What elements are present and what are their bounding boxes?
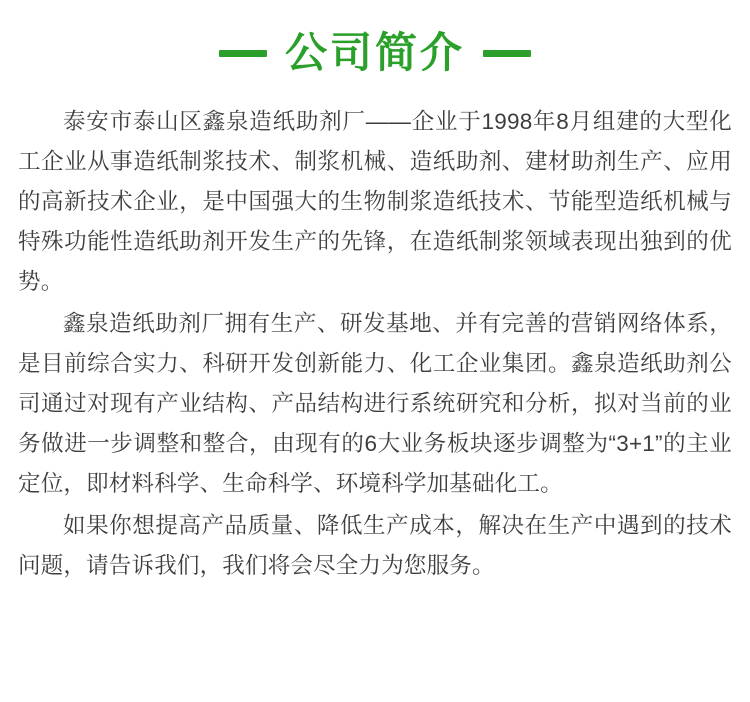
profile-body: [0, 86, 750, 586]
title-right-rule-icon: [483, 50, 531, 57]
page-title-block: [0, 0, 750, 86]
paragraph-3: 如果你想提高产品质量、降低生产成本，解决在生产中遇到的技术问题，请告诉我们，我们将会尽全力为您服务。: [18, 513, 732, 579]
paragraph-1: 泰安市泰山区鑫泉造纸助剂厂——企业于1998年8月组建的大型化工企业从事造纸制浆技术、制浆机械、造纸助剂、建材助剂生产、应用的高新技术企业，是中国强大的生物制浆造纸技术、节能型造纸机械与特殊功能性造纸助剂开发生产的先锋，在造纸制浆领域表现出独到的优势。: [18, 109, 732, 295]
title-left-rule-icon: [219, 50, 267, 57]
page-title: 公司简介: [284, 29, 465, 76]
paragraph-2: 鑫泉造纸助剂厂拥有生产、研发基地、并有完善的营销网络体系，是目前综合实力、科研开发创新能力、化工企业集团。鑫泉造纸助剂公司通过对现有产业结构、产品结构进行系统研究和分析，拟对当前的业务做进一步调整和整合，由现有的6大业务板块逐步调整为“3+1”的主业定位，即材料科学、生命科学、环境科学加基础化工。: [18, 311, 732, 497]
